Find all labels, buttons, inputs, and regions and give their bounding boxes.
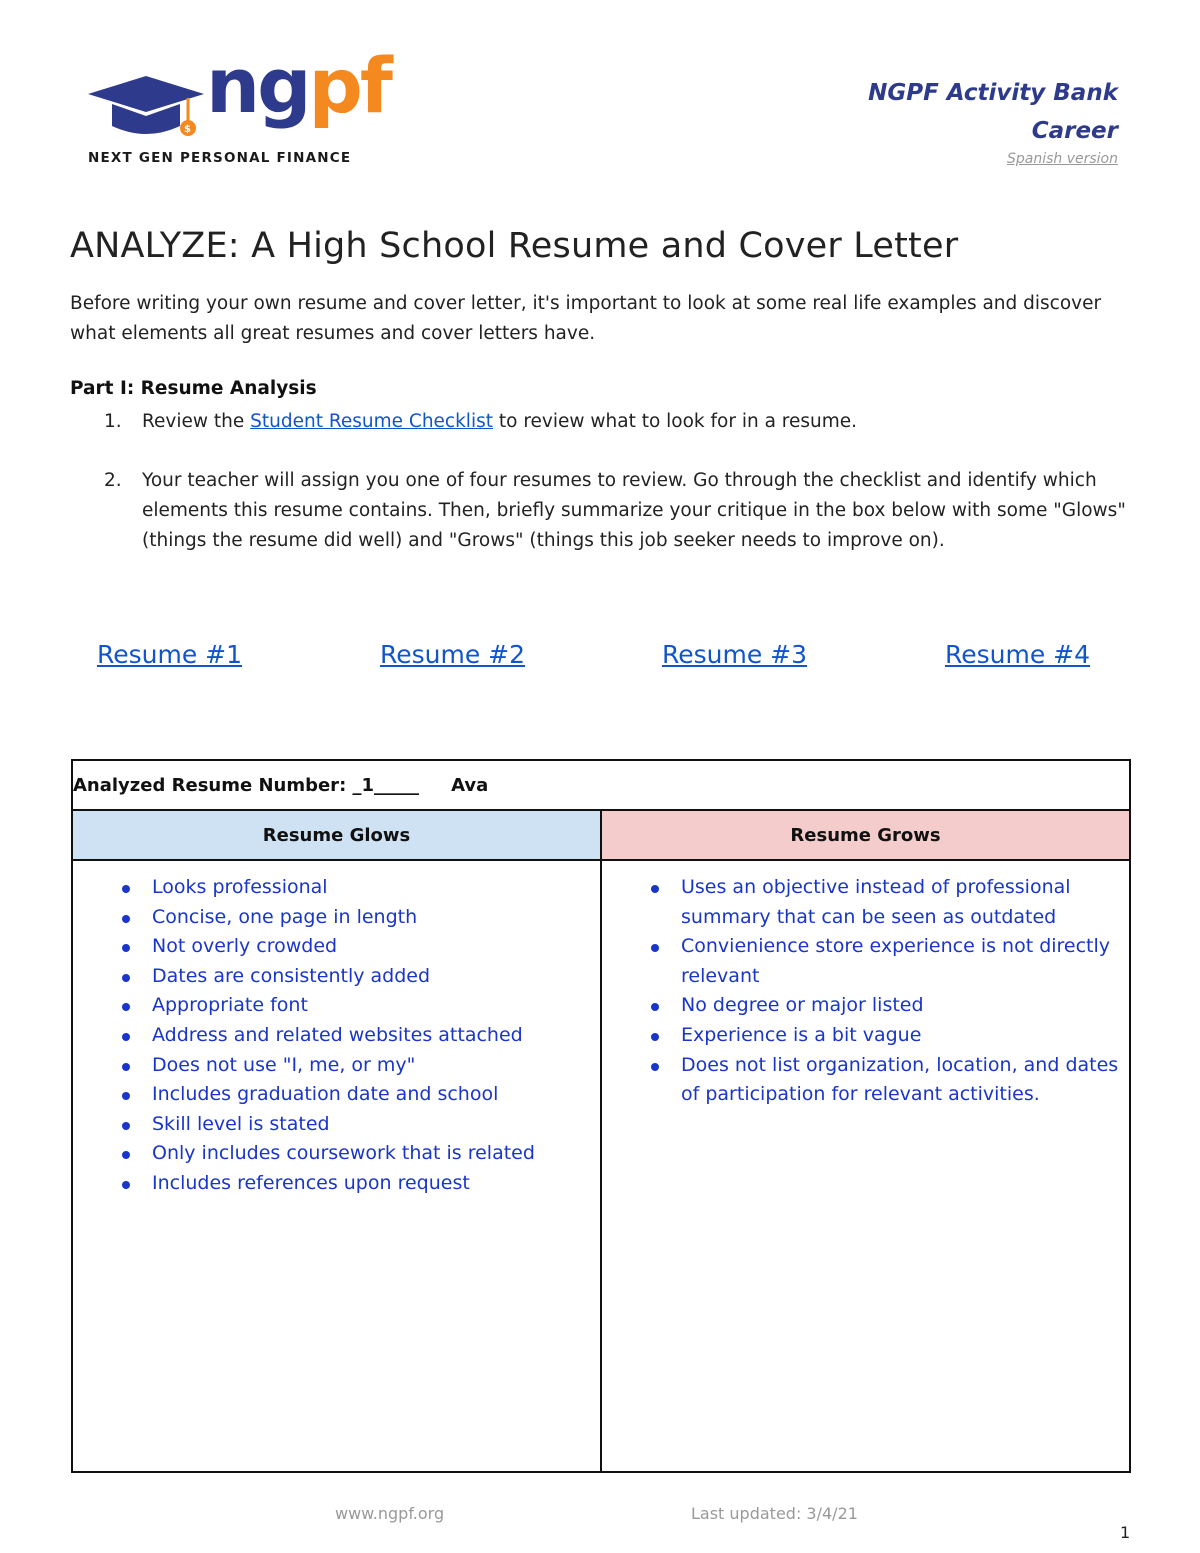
activity-bank-header <box>868 74 1118 168</box>
instruction-step-1: 1. Review the Student Resume Checklist to review what to look for in a resume. <box>70 407 1130 437</box>
grow-item: Uses an objective instead of professional summary that can be seen as outdated <box>651 873 1119 932</box>
page-title: ANALYZE: A High School Resume and Cover Letter <box>70 226 959 266</box>
analyzed-resume-label: Analyzed Resume Number: _1_____ <box>73 774 420 796</box>
resume-1-link[interactable]: Resume #1 <box>97 640 243 669</box>
analyzed-resume-number-row <box>72 760 1130 810</box>
intro-paragraph: Before writing your own resume and cover letter, it's important to look at some real life examples and discover what elements all great resumes and cover letters have. <box>70 293 1102 344</box>
glow-item: Address and related websites attached <box>122 1021 590 1051</box>
ngpf-logo <box>88 41 390 172</box>
grow-item: Convienience store experience is not directly relevant <box>651 932 1119 991</box>
resume-2-link[interactable]: Resume #2 <box>380 640 526 669</box>
grow-item: Does not list organization, location, and dates of participation for relevant activities. <box>651 1051 1119 1110</box>
activity-bank-title: NGPF Activity Bank <box>868 80 1118 106</box>
glow-item: Dates are consistently added <box>122 962 590 992</box>
graduation-cap-icon <box>88 74 206 146</box>
grow-item: Experience is a bit vague <box>651 1021 1119 1051</box>
analyzed-resume-name: Ava <box>451 774 489 796</box>
student-resume-checklist-link[interactable]: Student Resume Checklist <box>250 411 493 432</box>
logo-wordmark: ngpf <box>206 41 390 130</box>
footer-website: www.ngpf.org <box>335 1504 445 1523</box>
analysis-table <box>71 759 1131 1473</box>
grows-cell <box>601 860 1130 1472</box>
glow-item: Appropriate font <box>122 991 590 1021</box>
glow-item: Includes references upon request <box>122 1169 590 1199</box>
step-number: 1. <box>104 411 122 432</box>
glow-item: Concise, one page in length <box>122 903 590 933</box>
glows-cell <box>72 860 601 1472</box>
instruction-step-2: 2. Your teacher will assign you one of four resumes to review. Go through the checklist and identify which elements this resume contains. Then, briefly summarize your critique in the box below with some "Glows" (things the resume did well) and "Grows" (things this job seeker needs to improve on). <box>70 466 1130 556</box>
glow-item: Only includes coursework that is related <box>122 1139 590 1169</box>
grow-item: No degree or major listed <box>651 991 1119 1021</box>
footer-last-updated: Last updated: 3/4/21 <box>691 1504 858 1523</box>
glow-item: Skill level is stated <box>122 1110 590 1140</box>
grows-header: Resume Grows <box>601 810 1130 860</box>
activity-category: Career <box>1031 118 1118 144</box>
resume-3-link[interactable]: Resume #3 <box>662 640 808 669</box>
step-number: 2. <box>104 470 122 491</box>
glow-item: Includes graduation date and school <box>122 1080 590 1110</box>
logo-tagline: NEXT GEN PERSONAL FINANCE <box>88 150 352 166</box>
page-number: 1 <box>1120 1523 1131 1542</box>
resume-links-row <box>70 640 1130 684</box>
glows-list <box>73 861 600 1199</box>
instruction-list <box>70 407 1130 585</box>
glow-item: Not overly crowded <box>122 932 590 962</box>
grows-list <box>602 861 1129 1110</box>
spanish-version-link[interactable]: Spanish version <box>1006 151 1118 167</box>
part-1-heading: Part I: Resume Analysis <box>70 378 317 399</box>
resume-4-link[interactable]: Resume #4 <box>945 640 1091 669</box>
glows-header: Resume Glows <box>72 810 601 860</box>
glow-item: Does not use "I, me, or my" <box>122 1051 590 1081</box>
svg-text:$: $ <box>184 124 191 135</box>
glow-item: Looks professional <box>122 873 590 903</box>
